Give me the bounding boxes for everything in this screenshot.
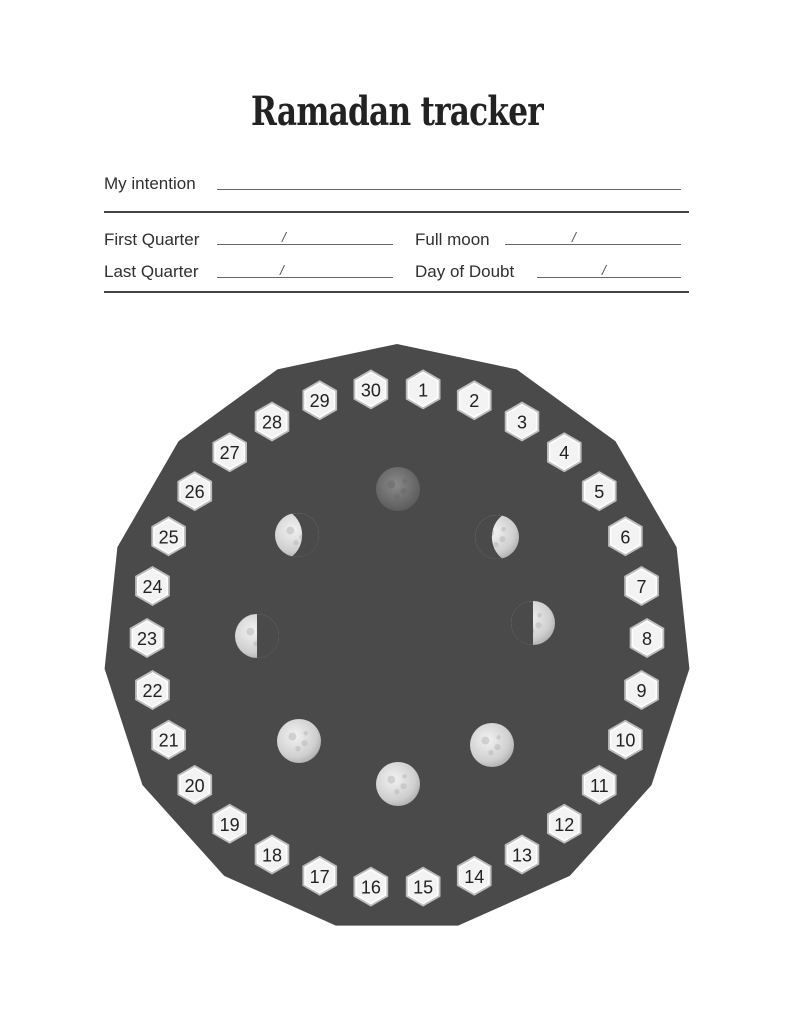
day-number: 14 (464, 866, 485, 887)
day-number: 17 (309, 866, 330, 887)
day-number: 11 (589, 775, 609, 796)
day-of-doubt-label: Day of Doubt (415, 262, 515, 281)
day-number: 23 (136, 629, 158, 649)
day-number: 29 (309, 391, 330, 412)
day-number: 20 (184, 775, 205, 796)
day-of-doubt-slash: / (602, 262, 606, 278)
day-number: 16 (360, 877, 381, 898)
day-number: 15 (413, 877, 434, 898)
last-quarter-label: Last Quarter (104, 262, 199, 281)
last-quarter-slash: / (280, 262, 284, 278)
day-number: 9 (636, 681, 647, 701)
first-quarter-slash: / (282, 229, 286, 245)
day-number: 8 (641, 629, 653, 649)
day-number: 30 (360, 380, 381, 401)
page-title: Ramadan tracker (251, 88, 543, 135)
day-number: 4 (559, 443, 570, 464)
new-moon-icon (376, 467, 420, 511)
day-number: 19 (219, 814, 240, 835)
day-number: 27 (219, 443, 240, 464)
day-number: 24 (142, 577, 163, 597)
day-number: 18 (261, 845, 283, 866)
full-moon-icon (376, 762, 420, 806)
day-number: 25 (158, 527, 179, 548)
intention-label: My intention (104, 174, 196, 193)
day-number: 12 (554, 814, 575, 835)
first-quarter-label: First Quarter (104, 230, 200, 249)
day-number: 1 (418, 380, 429, 401)
day-number: 21 (158, 730, 179, 751)
day-number: 7 (636, 577, 647, 597)
tracker-panel (105, 344, 690, 926)
day-number: 3 (516, 412, 528, 433)
day-number: 2 (469, 391, 480, 412)
full-moon-label: Full moon (415, 230, 490, 249)
day-number: 22 (142, 681, 163, 701)
day-number: 28 (261, 412, 283, 433)
day-number: 13 (511, 845, 533, 866)
day-number: 5 (594, 482, 605, 503)
full-moon-slash: / (572, 229, 576, 245)
day-number: 6 (620, 527, 631, 548)
day-number: 26 (184, 482, 205, 503)
day-number: 10 (615, 730, 636, 751)
